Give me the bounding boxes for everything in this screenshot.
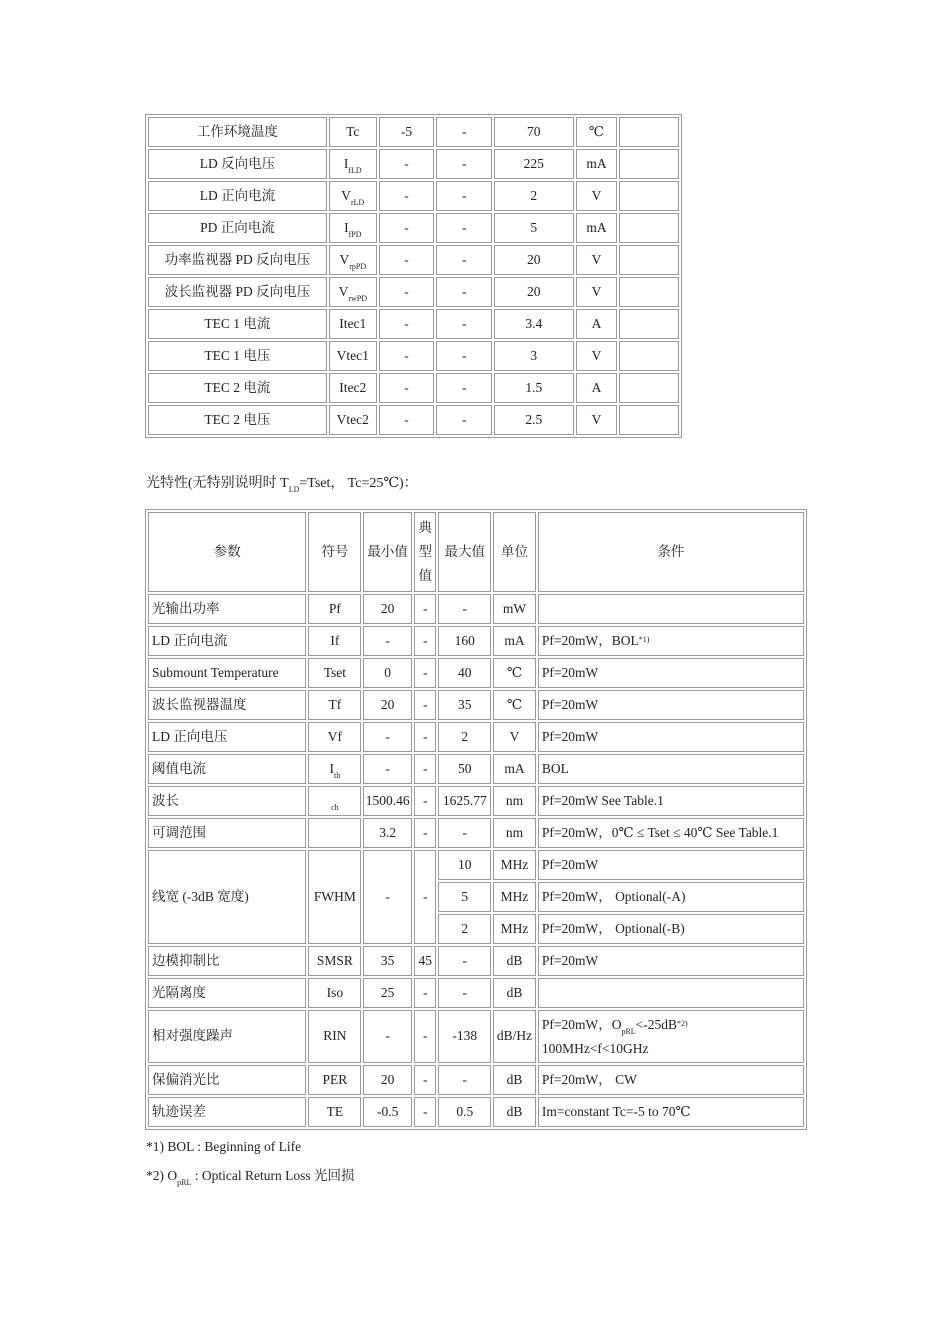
max-cell: 50 bbox=[438, 754, 491, 784]
footnote-ref: *1) bbox=[638, 634, 650, 644]
max-cell: 3.4 bbox=[494, 309, 574, 339]
header-symbol: 符号 bbox=[308, 512, 361, 592]
table-row bbox=[148, 978, 804, 1008]
condition-cell bbox=[538, 626, 804, 656]
max-cell: 5 bbox=[494, 213, 574, 243]
symbol-subscript: fPD bbox=[348, 229, 362, 239]
min-cell: - bbox=[379, 181, 435, 211]
footnote-2-text: : Optical Return Loss 光回损 bbox=[191, 1168, 355, 1183]
header-max: 最大值 bbox=[438, 512, 491, 592]
min-cell: -5 bbox=[379, 117, 435, 147]
max-cell: 2 bbox=[438, 914, 491, 944]
unit-cell: ℃ bbox=[493, 658, 536, 688]
max-cell: - bbox=[438, 1065, 491, 1095]
unit-cell: V bbox=[576, 405, 618, 435]
param-cell: 可调范围 bbox=[148, 818, 306, 848]
header-typ bbox=[414, 512, 436, 592]
condition-cell: Pf=20mW bbox=[538, 690, 804, 720]
symbol-subscript: rpPD bbox=[349, 261, 367, 271]
max-cell: 1.5 bbox=[494, 373, 574, 403]
min-cell: - bbox=[379, 341, 435, 371]
optical-characteristics-table bbox=[145, 509, 807, 1130]
symbol-main: I bbox=[329, 760, 334, 776]
typ-cell: - bbox=[414, 594, 436, 624]
symbol-main: Itec2 bbox=[339, 379, 367, 395]
symbol-main: V bbox=[339, 251, 350, 267]
min-cell: - bbox=[379, 277, 435, 307]
max-cell: 0.5 bbox=[438, 1097, 491, 1127]
param-cell: 工作环境温度 bbox=[148, 117, 327, 147]
max-cell: 20 bbox=[494, 277, 574, 307]
typ-cell: - bbox=[436, 309, 492, 339]
min-cell: 20 bbox=[363, 594, 412, 624]
typ-cell: - bbox=[414, 626, 436, 656]
max-cell: 2 bbox=[438, 722, 491, 752]
unit-cell: nm bbox=[493, 818, 536, 848]
symbol-main: Tc bbox=[346, 123, 360, 139]
typ-cell: - bbox=[436, 213, 492, 243]
typ-cell: - bbox=[414, 722, 436, 752]
extra-cell bbox=[619, 181, 679, 211]
param-cell: LD 正向电压 bbox=[148, 722, 306, 752]
header-typ-char-1: 典 bbox=[418, 520, 432, 535]
header-typ-char-2: 型 bbox=[418, 544, 432, 559]
symbol-main: Vtec1 bbox=[336, 347, 369, 363]
table-row bbox=[148, 405, 679, 435]
condition-text: Pf=20mW，BOL bbox=[541, 632, 639, 648]
header-min: 最小值 bbox=[363, 512, 412, 592]
typ-cell: - bbox=[436, 341, 492, 371]
extra-cell bbox=[619, 117, 679, 147]
typ-cell: - bbox=[436, 149, 492, 179]
table-row bbox=[148, 373, 679, 403]
unit-cell: dB bbox=[493, 978, 536, 1008]
footnote-2-prefix: *2) O bbox=[146, 1168, 178, 1183]
extra-cell bbox=[619, 245, 679, 275]
symbol-subscript: rLD bbox=[350, 197, 365, 207]
table-row bbox=[148, 754, 804, 784]
param-cell: 边模抑制比 bbox=[148, 946, 306, 976]
unit-cell: dB bbox=[493, 1097, 536, 1127]
unit-cell: A bbox=[576, 309, 618, 339]
typ-cell: - bbox=[436, 405, 492, 435]
typ-cell: - bbox=[414, 1065, 436, 1095]
symbol-main: I bbox=[344, 219, 349, 235]
symbol-subscript: ch bbox=[331, 802, 339, 812]
unit-cell: MHz bbox=[493, 850, 536, 880]
max-cell: 70 bbox=[494, 117, 574, 147]
symbol-cell bbox=[329, 277, 377, 307]
param-cell: 波长监视器温度 bbox=[148, 690, 306, 720]
typ-cell: - bbox=[436, 277, 492, 307]
min-cell: - bbox=[379, 245, 435, 275]
max-cell: -138 bbox=[438, 1010, 491, 1063]
condition-text: 100MHz<f<10GHz bbox=[541, 1040, 649, 1056]
max-cell: - bbox=[438, 594, 491, 624]
condition-cell: Pf=20mW bbox=[538, 850, 804, 880]
symbol-cell bbox=[329, 149, 377, 179]
table-row bbox=[148, 309, 679, 339]
symbol-cell: Iso bbox=[308, 978, 361, 1008]
footnote-2 bbox=[146, 1164, 355, 1187]
header-unit: 单位 bbox=[493, 512, 536, 592]
extra-cell bbox=[619, 309, 679, 339]
min-cell: 20 bbox=[363, 1065, 412, 1095]
symbol-cell bbox=[329, 309, 377, 339]
table-row bbox=[148, 1065, 804, 1095]
max-cell: 35 bbox=[438, 690, 491, 720]
typ-cell: - bbox=[414, 978, 436, 1008]
unit-cell: dB bbox=[493, 946, 536, 976]
condition-subscript: pRL bbox=[621, 1026, 636, 1036]
min-cell: -0.5 bbox=[363, 1097, 412, 1127]
typ-cell: - bbox=[414, 658, 436, 688]
unit-cell: MHz bbox=[493, 882, 536, 912]
max-cell: 225 bbox=[494, 149, 574, 179]
param-cell: Submount Temperature bbox=[148, 658, 306, 688]
min-cell: 20 bbox=[363, 690, 412, 720]
unit-cell: dB/Hz bbox=[493, 1010, 536, 1063]
condition-cell: Im=constant Tc=-5 to 70℃ bbox=[538, 1097, 804, 1127]
min-cell: - bbox=[379, 373, 435, 403]
unit-cell: MHz bbox=[493, 914, 536, 944]
ratings-table bbox=[145, 114, 682, 438]
typ-cell: - bbox=[414, 690, 436, 720]
max-cell: 3 bbox=[494, 341, 574, 371]
typ-cell: - bbox=[414, 786, 436, 816]
optical-section-title: 光特性(无特别说明时 $T_{LD}=Tset$， Tc=25℃)： bbox=[146, 476, 418, 494]
min-cell: 25 bbox=[363, 978, 412, 1008]
unit-cell: nm bbox=[493, 786, 536, 816]
min-cell: - bbox=[363, 626, 412, 656]
param-cell: PD 正向电流 bbox=[148, 213, 327, 243]
table-row bbox=[148, 946, 804, 976]
typ-cell: - bbox=[436, 181, 492, 211]
symbol-cell bbox=[308, 754, 361, 784]
condition-cell: Pf=20mW，0℃ ≤ Tset ≤ 40℃ See Table.1 bbox=[538, 818, 804, 848]
max-cell: 40 bbox=[438, 658, 491, 688]
max-cell: 2.5 bbox=[494, 405, 574, 435]
footnote-ref: *2) bbox=[677, 1018, 688, 1028]
symbol-main: Itec1 bbox=[339, 315, 367, 331]
unit-cell: ℃ bbox=[493, 690, 536, 720]
table-row bbox=[148, 1097, 804, 1127]
param-cell: 波长 bbox=[148, 786, 306, 816]
unit-cell: mA bbox=[493, 626, 536, 656]
typ-cell: - bbox=[414, 1010, 436, 1063]
param-cell: 光隔离度 bbox=[148, 978, 306, 1008]
min-cell: - bbox=[379, 213, 435, 243]
typ-cell: - bbox=[414, 818, 436, 848]
symbol-subscript: rwPD bbox=[348, 293, 367, 303]
param-cell: 轨迹误差 bbox=[148, 1097, 306, 1127]
unit-cell: mA bbox=[493, 754, 536, 784]
extra-cell bbox=[619, 277, 679, 307]
min-cell: 35 bbox=[363, 946, 412, 976]
condition-cell bbox=[538, 594, 804, 624]
min-cell: 1500.46 bbox=[363, 786, 412, 816]
param-cell: LD 反向电压 bbox=[148, 149, 327, 179]
min-cell: - bbox=[363, 850, 412, 944]
min-cell: - bbox=[379, 149, 435, 179]
param-cell: 保偏消光比 bbox=[148, 1065, 306, 1095]
condition-cell: Pf=20mW bbox=[538, 722, 804, 752]
min-cell: - bbox=[379, 309, 435, 339]
min-cell: - bbox=[379, 405, 435, 435]
table-row bbox=[148, 850, 804, 880]
min-cell: - bbox=[363, 722, 412, 752]
table-row bbox=[148, 181, 679, 211]
unit-cell: V bbox=[493, 722, 536, 752]
symbol-cell: Tset bbox=[308, 658, 361, 688]
unit-cell: dB bbox=[493, 1065, 536, 1095]
table-row bbox=[148, 341, 679, 371]
symbol-cell: Vf bbox=[308, 722, 361, 752]
unit-cell: mW bbox=[493, 594, 536, 624]
footnote-1: *1) BOL : Beginning of Life bbox=[146, 1139, 302, 1154]
typ-cell: - bbox=[436, 373, 492, 403]
symbol-cell: PER bbox=[308, 1065, 361, 1095]
symbol-cell bbox=[329, 213, 377, 243]
param-cell: 波长监视器 PD 反向电压 bbox=[148, 277, 327, 307]
unit-cell: V bbox=[576, 277, 618, 307]
unit-cell: mA bbox=[576, 149, 618, 179]
table-row bbox=[148, 277, 679, 307]
extra-cell bbox=[619, 373, 679, 403]
symbol-cell bbox=[329, 117, 377, 147]
table-row bbox=[148, 594, 804, 624]
max-cell: - bbox=[438, 946, 491, 976]
condition-cell: Pf=20mW bbox=[538, 658, 804, 688]
footnote-2-subscript: pRL bbox=[177, 1178, 192, 1187]
symbol-main: I bbox=[343, 155, 349, 171]
max-cell: 10 bbox=[438, 850, 491, 880]
param-cell: TEC 2 电流 bbox=[148, 373, 327, 403]
table-row bbox=[148, 786, 804, 816]
unit-cell: ℃ bbox=[576, 117, 618, 147]
condition-cell bbox=[538, 978, 804, 1008]
symbol-cell bbox=[329, 181, 377, 211]
condition-cell: BOL bbox=[538, 754, 804, 784]
min-cell: - bbox=[363, 754, 412, 784]
param-cell: 线宽 (-3dB 宽度) bbox=[148, 850, 306, 944]
extra-cell bbox=[619, 149, 679, 179]
table-row bbox=[148, 1010, 804, 1063]
symbol-cell bbox=[329, 341, 377, 371]
typ-cell: - bbox=[414, 754, 436, 784]
table-row bbox=[148, 818, 804, 848]
symbol-subscript: th bbox=[333, 770, 341, 780]
extra-cell bbox=[619, 341, 679, 371]
header-typ-char-3: 值 bbox=[418, 568, 432, 583]
symbol-cell: Tf bbox=[308, 690, 361, 720]
min-cell: - bbox=[363, 1010, 412, 1063]
condition-text: <-25dB bbox=[635, 1016, 678, 1032]
table-row bbox=[148, 117, 679, 147]
symbol-cell bbox=[329, 405, 377, 435]
unit-cell: V bbox=[576, 181, 618, 211]
header-param: 参数 bbox=[148, 512, 306, 592]
max-cell: 160 bbox=[438, 626, 491, 656]
header-row bbox=[148, 512, 804, 592]
max-cell: 2 bbox=[494, 181, 574, 211]
param-cell: TEC 2 电压 bbox=[148, 405, 327, 435]
min-cell: 3.2 bbox=[363, 818, 412, 848]
param-cell: LD 正向电流 bbox=[148, 181, 327, 211]
symbol-main: Vtec2 bbox=[336, 411, 369, 427]
table-row bbox=[148, 245, 679, 275]
table-row bbox=[148, 213, 679, 243]
max-cell: 20 bbox=[494, 245, 574, 275]
symbol-cell bbox=[329, 373, 377, 403]
param-cell: 相对强度躁声 bbox=[148, 1010, 306, 1063]
unit-cell: V bbox=[576, 245, 618, 275]
max-cell: - bbox=[438, 978, 491, 1008]
symbol-cell: RIN bbox=[308, 1010, 361, 1063]
max-cell: - bbox=[438, 818, 491, 848]
max-cell: 1625.77 bbox=[438, 786, 491, 816]
condition-cell bbox=[538, 1010, 804, 1063]
min-cell: 0 bbox=[363, 658, 412, 688]
param-cell: LD 正向电流 bbox=[148, 626, 306, 656]
typ-cell: - bbox=[414, 850, 436, 944]
symbol-cell: Pf bbox=[308, 594, 361, 624]
symbol-cell: SMSR bbox=[308, 946, 361, 976]
symbol-cell bbox=[329, 245, 377, 275]
param-cell: 阈值电流 bbox=[148, 754, 306, 784]
symbol-cell: TE bbox=[308, 1097, 361, 1127]
table-row bbox=[148, 722, 804, 752]
param-cell: TEC 1 电压 bbox=[148, 341, 327, 371]
condition-cell: Pf=20mW， CW bbox=[538, 1065, 804, 1095]
param-cell: 光输出功率 bbox=[148, 594, 306, 624]
param-cell: TEC 1 电流 bbox=[148, 309, 327, 339]
unit-cell: V bbox=[576, 341, 618, 371]
extra-cell bbox=[619, 405, 679, 435]
typ-cell: 45 bbox=[414, 946, 436, 976]
extra-cell bbox=[619, 213, 679, 243]
symbol-cell: FWHM bbox=[308, 850, 361, 944]
condition-cell: Pf=20mW， Optional(-A) bbox=[538, 882, 804, 912]
param-cell: 功率监视器 PD 反向电压 bbox=[148, 245, 327, 275]
condition-cell: Pf=20mW See Table.1 bbox=[538, 786, 804, 816]
symbol-cell bbox=[308, 786, 361, 816]
table-row bbox=[148, 149, 679, 179]
symbol-main: V bbox=[338, 283, 349, 299]
unit-cell: mA bbox=[576, 213, 618, 243]
max-cell: 5 bbox=[438, 882, 491, 912]
typ-cell: - bbox=[436, 245, 492, 275]
condition-text: Pf=20mW，O bbox=[541, 1016, 622, 1032]
symbol-cell: If bbox=[308, 626, 361, 656]
symbol-subscript: fLD bbox=[348, 165, 362, 175]
condition-cell: Pf=20mW bbox=[538, 946, 804, 976]
table-row bbox=[148, 658, 804, 688]
condition-cell: Pf=20mW， Optional(-B) bbox=[538, 914, 804, 944]
typ-cell: - bbox=[414, 1097, 436, 1127]
typ-cell: - bbox=[436, 117, 492, 147]
symbol-cell bbox=[308, 818, 361, 848]
unit-cell: A bbox=[576, 373, 618, 403]
table-row bbox=[148, 690, 804, 720]
symbol-main: V bbox=[341, 187, 351, 203]
header-condition: 条件 bbox=[538, 512, 804, 592]
table-row bbox=[148, 626, 804, 656]
